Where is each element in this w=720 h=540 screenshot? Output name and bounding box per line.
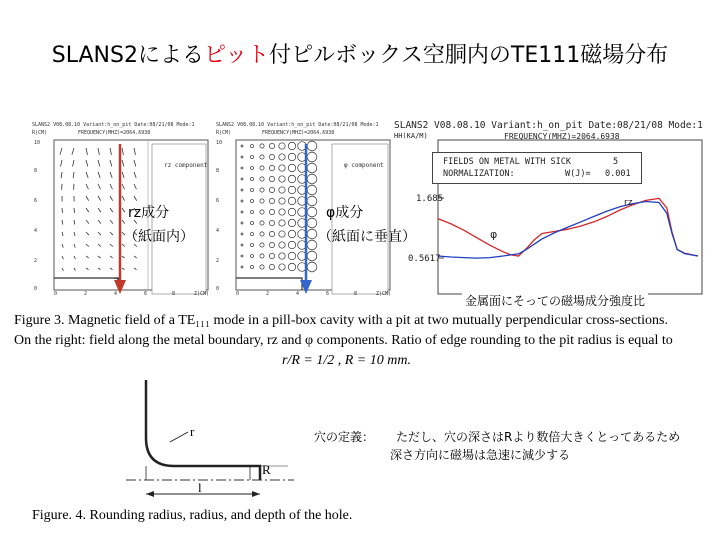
y-tick: 10	[34, 140, 41, 146]
panel-phi-header: SLANS2 V08.08.10 Variant:h_on_pit Date:08/21/08 Mode:1	[216, 122, 379, 128]
y-tick: 10	[216, 140, 223, 146]
y-tick: 8	[34, 168, 38, 174]
y-tick: 6	[216, 198, 220, 204]
panel-phi-y-axis	[216, 140, 230, 290]
figure4-caption: Figure. 4. Rounding radius, radius, and depth of the hole.	[32, 508, 353, 523]
label-l: l	[198, 480, 202, 495]
label-R: R	[262, 462, 271, 477]
y-tick: 0	[216, 286, 220, 292]
title-suffix: 付ピルボックス空胴内のTE111磁場分布	[269, 43, 669, 68]
field-info2-value: 0.001	[605, 169, 631, 179]
x-tick: 4	[114, 291, 118, 297]
rz-annotation-arrow	[112, 140, 128, 300]
panel-phi-header2: FREQUENCY(MHZ)=2064.6938	[262, 130, 335, 136]
y-tick: 4	[216, 228, 220, 234]
y-tick: 4	[34, 228, 38, 234]
rz-annotation-line2: （紙面内）	[124, 229, 194, 245]
field-caption: 金属面にそっての磁場成分強度比	[462, 292, 648, 309]
field-label-rz: rz	[624, 198, 633, 208]
field-y-bottom: 0.5617	[408, 254, 441, 264]
x-tick: Z(CM)	[194, 291, 210, 297]
panel-rz-x-axis	[54, 291, 212, 298]
x-tick: 2	[84, 291, 88, 297]
panel-rz-header: SLANS2 V08.08.10 Variant:h_on_pit Date:08/21/08 Mode:1	[32, 122, 195, 128]
field-freq: FREQUENCY(MHZ)=2064.6938	[504, 132, 620, 141]
panel-rz-r-label: R(CM)	[32, 130, 48, 136]
phi-annotation-arrow	[298, 140, 314, 300]
field-info2-label: NORMALIZATION:	[443, 169, 515, 179]
phi-annotation-line1: φ成分	[326, 205, 364, 221]
y-tick: 2	[34, 258, 38, 264]
hole-metal-outline	[146, 380, 260, 480]
label-r: r	[190, 424, 195, 439]
field-info1-value: 5	[613, 157, 619, 167]
hole-diagram	[118, 380, 298, 500]
field-plot	[392, 118, 712, 302]
panel-field	[392, 118, 712, 308]
panel-rz-legend: rz component	[164, 162, 208, 169]
field-info-box	[432, 152, 642, 184]
title-highlight: ピット	[203, 43, 270, 68]
y-tick: 8	[216, 168, 220, 174]
y-tick: 6	[34, 198, 38, 204]
definition-line2: 深さ方向に磁場は急速に減少する	[390, 448, 571, 462]
x-tick: 2	[266, 291, 270, 297]
panel-phi-r-label: R(CM)	[216, 130, 232, 136]
x-tick: 6	[326, 291, 330, 297]
x-tick: 8	[354, 291, 358, 297]
field-info2-mid: W(J)=	[565, 169, 591, 179]
phi-annotation-line2: （紙面に垂直）	[318, 229, 416, 245]
figure3-caption-line2: On the right: field along the metal boundary, rz and φ components. Ratio of edge rounding to the pit radius is equal to	[14, 333, 673, 348]
x-tick: 0	[54, 291, 58, 297]
slide-title	[0, 38, 720, 69]
x-tick: 8	[172, 291, 176, 297]
x-tick: Z(CM)	[376, 291, 392, 297]
definition-term: 穴の定義：	[314, 430, 375, 444]
panel-rz-header2: FREQUENCY(MHZ)=2064.6938	[78, 130, 151, 136]
y-tick: 2	[216, 258, 220, 264]
field-info1-label: FIELDS ON METAL WITH SICK	[443, 157, 571, 167]
y-tick: 0	[34, 286, 38, 292]
panel-phi-legend: φ component	[344, 162, 384, 169]
definition-line1: ただし、穴の深さはRより数倍大きくとってあるため	[396, 430, 681, 444]
x-tick: 6	[144, 291, 148, 297]
rz-annotation-line1: rz成分	[128, 205, 170, 221]
radius-line	[170, 432, 188, 442]
title-prefix: SLANS2による	[51, 43, 204, 68]
panel-rz-y-axis	[34, 140, 48, 290]
x-tick: 0	[236, 291, 240, 297]
field-series	[438, 198, 698, 258]
field-label-phi: φ	[490, 228, 498, 241]
figure3-caption-line3: r/R = 1/2 , R = 10 mm.	[282, 353, 411, 368]
figure3-caption-line1: Figure 3. Magnetic field of a TE₁₁₁ mode in a pill-box cavity with a pit at two mutually perpendicular cross-sections.	[14, 313, 668, 328]
field-hh-label: HH(KA/M)	[394, 132, 428, 140]
panel-phi-x-axis	[236, 291, 394, 298]
x-tick: 4	[296, 291, 300, 297]
field-y-top: 1.685	[416, 194, 444, 204]
field-header: SLANS2 V08.08.10 Variant:h_on_pit Date:08/21/08 Mode:1	[394, 120, 703, 131]
